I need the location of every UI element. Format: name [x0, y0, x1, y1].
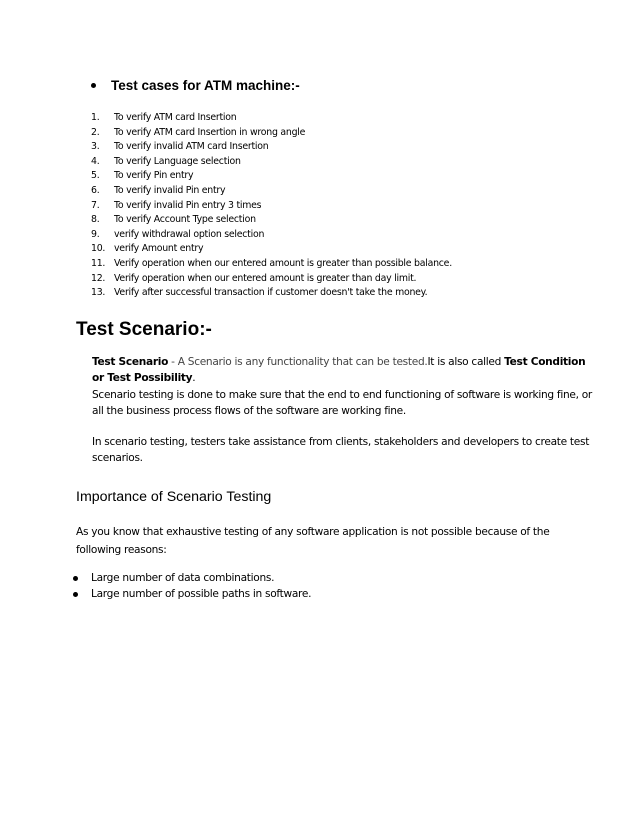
list-item-number: 8. — [91, 214, 100, 226]
also-called-text: It is also called — [427, 356, 505, 368]
list-item-text: To verify invalid Pin entry — [114, 184, 226, 196]
list-item-text: To verify invalid Pin entry 3 times — [114, 199, 262, 211]
list-item-number: 2. — [91, 126, 100, 138]
also-called-end: . — [192, 372, 196, 384]
list-item-number: 7. — [91, 199, 100, 211]
reason-text: Large number of data combinations. — [91, 572, 275, 584]
importance-heading: Importance of Scenario Testing — [76, 489, 272, 505]
list-item-text: Verify operation when our entered amount is greater than possible balance. — [114, 257, 452, 269]
scenario-purpose-paragraph: Scenario testing is done to make sure that the end to end functioning of software is working fine, or all the business process flows of the software are working fine. — [92, 389, 592, 417]
list-item-number: 3. — [91, 141, 100, 153]
list-item — [91, 111, 452, 126]
list-item-number: 11. — [91, 257, 106, 269]
list-item-text: To verify Language selection — [114, 155, 241, 167]
list-item — [91, 213, 452, 228]
list-item-text: Verify after successful transaction if customer doesn't take the money. — [114, 287, 428, 299]
list-item — [91, 257, 452, 272]
atm-test-cases-heading — [91, 78, 300, 93]
list-item — [73, 587, 311, 603]
definition-text: - A Scenario is any functionality that can be tested. — [168, 356, 428, 368]
list-item-number: 6. — [91, 184, 100, 196]
list-item-text: verify withdrawal option selection — [114, 228, 265, 240]
list-item-text: To verify ATM card Insertion — [114, 112, 237, 123]
list-item — [91, 184, 452, 199]
atm-test-case-list — [91, 111, 452, 301]
list-item-text: To verify Account Type selection — [114, 214, 256, 226]
reason-text: Large number of possible paths in software. — [91, 587, 312, 600]
list-item — [91, 126, 452, 141]
list-item-number: 9. — [91, 228, 100, 240]
list-item — [91, 272, 452, 287]
list-item — [91, 155, 452, 170]
scenario-definition-paragraph — [92, 354, 592, 386]
importance-intro-paragraph: As you know that exhaustive testing of any software application is not possible because of the following reasons: — [76, 526, 550, 556]
list-item-number: 12. — [91, 272, 106, 284]
reasons-list — [73, 571, 311, 602]
list-item — [91, 169, 452, 184]
definition-term: Test Scenario — [92, 356, 169, 368]
list-item — [91, 140, 452, 155]
list-item — [91, 286, 452, 301]
test-scenario-heading: Test Scenario:- — [76, 319, 212, 340]
list-item-number: 10. — [91, 243, 106, 255]
list-item-number: 13. — [91, 287, 106, 299]
list-item-text: To verify ATM card Insertion in wrong angle — [114, 126, 306, 138]
bullet-icon — [91, 83, 96, 88]
list-item-text: To verify invalid ATM card Insertion — [114, 141, 269, 153]
list-item — [73, 571, 311, 587]
bullet-icon — [73, 576, 78, 581]
list-item — [91, 228, 452, 243]
list-item-number: 4. — [91, 155, 100, 167]
list-item-text: Verify operation when our entered amount is greater than day limit. — [114, 272, 417, 284]
atm-heading-text: Test cases for ATM machine:- — [111, 78, 300, 93]
list-item-number: 1. — [91, 112, 100, 123]
list-item-text: To verify Pin entry — [114, 170, 194, 182]
bullet-icon — [73, 592, 78, 597]
scenario-assistance-paragraph: In scenario testing, testers take assistance from clients, stakeholders and developers to create test scenarios. — [92, 436, 590, 464]
list-item — [91, 199, 452, 214]
list-item-number: 5. — [91, 170, 100, 182]
list-item-text: verify Amount entry — [114, 243, 204, 255]
also-called-term: Test Condition or Test Possibility — [92, 356, 586, 384]
list-item — [91, 242, 452, 257]
